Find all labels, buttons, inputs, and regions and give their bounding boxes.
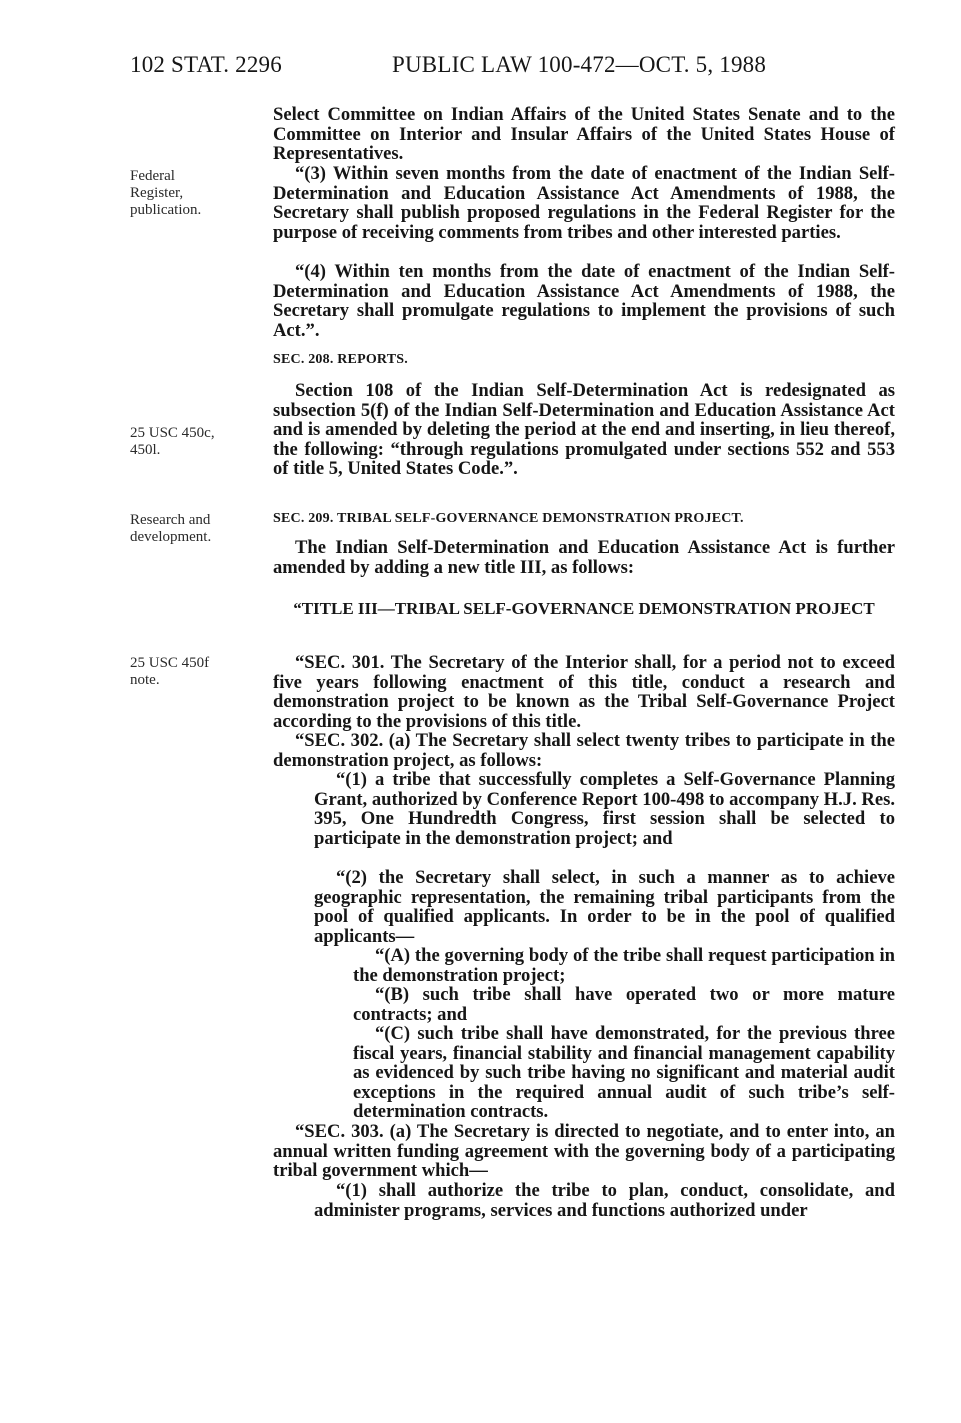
section-303-item-1: “(1) shall authorize the tribe to plan, conduct, consolidate, and administer programs, services and functions authorized under (314, 1180, 895, 1221)
section-209-text: The Indian Self-Determination and Education Assistance Act is further amended by adding a new title III, as follows: (273, 537, 895, 578)
margin-note-federal-register: Federal Register, publication. (130, 168, 202, 218)
section-302-item-2: “(2) the Secretary shall select, in such a manner as to achieve geographic representation, the remaining tribal participants from the pool of qualified applicants. In order to be in the pool of qualified applicants— (314, 867, 895, 947)
paragraph-4: “(4) Within ten months from the date of enactment of the Indian Self-Determination and Education Assistance Act Amendments of 1988, the Secretary shall promulgate regulations to implement the provisions of such Act.”. (273, 261, 895, 341)
section-302-item-1: “(1) a tribe that successfully completes a Self-Governance Planning Grant, authorized by Conference Report 100-498 to accompany H.J. Res. 395, One Hundredth Congress, first session shall be selected to participate in the demonstration project; and (314, 769, 895, 849)
section-302-item-a: “(A) the governing body of the tribe shall request participation in the demonstration project; (353, 945, 895, 986)
section-301-text: “SEC. 301. The Secretary of the Interior shall, for a period not to exceed five years following enactment of this title, conduct a research and demonstration project to be known as the Tribal Self-Governance Project according to the provisions of this title. (273, 652, 895, 732)
section-208-heading: SEC. 208. REPORTS. (273, 352, 408, 367)
paragraph-3: “(3) Within seven months from the date of enactment of the Indian Self-Determination and Education Assistance Act Amendments of 1988, the Secretary shall publish proposed regulations in the Federal Register for the purpose of receiving comments from tribes and other interested parties. (273, 163, 895, 243)
margin-note-usc-450f: 25 USC 450f note. (130, 655, 210, 688)
section-208-text: Section 108 of the Indian Self-Determination Act is redesignated as subsection 5(f) of the Indian Self-Determination and Education Assistance Act and is amended by deleting the period at the end and inserting, in lieu thereof, the following: “through regulations promulgated under sections 552 and 553 of title 5, United States Code.”. (273, 380, 895, 480)
margin-note-usc-450c: 25 USC 450c, 450l. (130, 425, 215, 458)
section-302-item-c: “(C) such tribe shall have demonstrated, for the previous three fiscal years, financial stability and financial management capability as evidenced by such tribe having no significant and material audit exceptions in the required annual audit of such tribe’s self-determination contracts. (353, 1023, 895, 1123)
paragraph-committee: Select Committee on Indian Affairs of the United States Senate and to the Committee on Interior and Insular Affairs of the United States House of Representatives. (273, 104, 895, 165)
section-302-text: “SEC. 302. (a) The Secretary shall select twenty tribes to participate in the demonstration project, as follows: (273, 730, 895, 771)
section-209-heading: SEC. 209. TRIBAL SELF-GOVERNANCE DEMONSTRATION PROJECT. (273, 511, 744, 526)
section-303-text: “SEC. 303. (a) The Secretary is directed to negotiate, and to enter into, an annual written funding agreement with the governing body of a participating tribal government which— (273, 1121, 895, 1182)
stat-page-number: 102 STAT. 2296 (130, 52, 282, 77)
margin-note-research: Research and development. (130, 512, 212, 545)
title-iii-heading: “TITLE III—TRIBAL SELF-GOVERNANCE DEMONSTRATION PROJECT (293, 599, 875, 618)
section-302-item-b: “(B) such tribe shall have operated two or more mature contracts; and (353, 984, 895, 1025)
running-header: PUBLIC LAW 100-472—OCT. 5, 1988 (392, 52, 767, 77)
